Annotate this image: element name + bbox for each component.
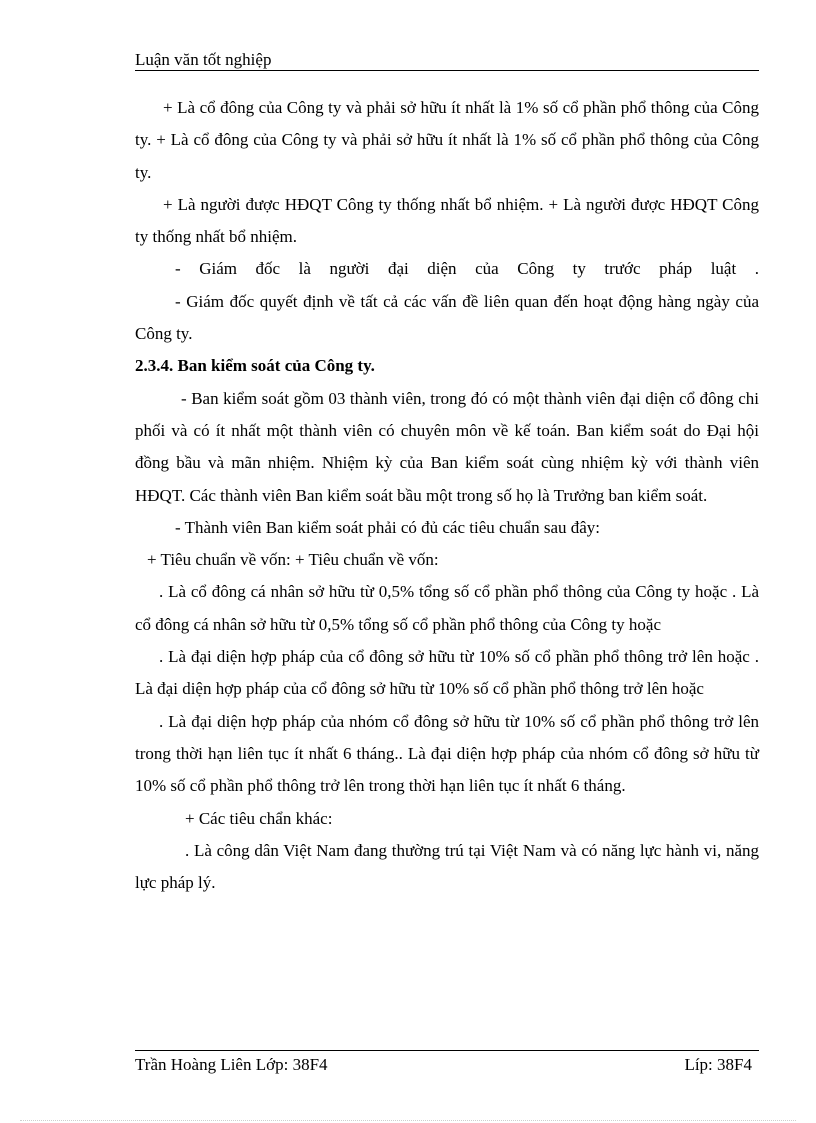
document-body	[135, 92, 759, 899]
page-bottom-dotted-line	[20, 1120, 796, 1121]
paragraph-director-representative: - Giám đốc là người đại diện của Công ty trước pháp luật .	[175, 259, 759, 279]
page-header-title: Luận văn tốt nghiệp	[135, 50, 272, 69]
paragraph-supervisory-board-composition: - Ban kiểm soát gồm 03 thành viên, trong đó có một thành viên đại diện cổ đông chi phối và có ít nhất một thành viên có chuyên môn về kế toán. Ban kiểm soát do Đại hội đồng bầu và mãn nhiệm. Nhiệm kỳ của Ban kiểm soát cùng nhiệm kỳ với thành viên HĐQT. Các thành viên Ban kiểm soát bầu một trong số họ là Trưởng ban kiểm soát.	[135, 388, 759, 505]
paragraph-group-representative: . Là đại diện hợp pháp của nhóm cổ đông sở hữu từ 10% số cổ phần phổ thông trở lên trong thời hạn liên tục ít nhất 6 tháng.. Là đại diện hợp pháp của nhóm cổ đông sở hữu từ 10% số cổ phần phổ thông trở lên trong thời hạn liên tục ít nhất 6 tháng.	[135, 711, 759, 796]
paragraph-shareholder-representative: . Là đại diện hợp pháp của cổ đông sở hữu từ 10% số cổ phần phổ thông trở lên hoặc . Là đại diện hợp pháp của cổ đông sở hữu từ 10% số cổ phần phổ thông trở lên hoặc	[135, 647, 759, 699]
footer-author-class: Trần Hoàng Liên Lớp: 38F4	[135, 1055, 328, 1074]
paragraph-director-decisions: - Giám đốc quyết định về tất cả các vấn đề liên quan đến hoạt động hàng ngày của Công ty.	[135, 291, 759, 344]
header-divider	[135, 70, 759, 71]
section-heading-supervisory-board: 2.3.4. Ban kiểm soát của Công ty.	[135, 356, 375, 376]
paragraph-member-criteria-intro: - Thành viên Ban kiểm soát phải có đủ các tiêu chuẩn sau đây:	[175, 517, 601, 537]
paragraph-individual-shareholder: . Là cổ đông cá nhân sở hữu từ 0,5% tổng số cổ phần phổ thông của Công ty hoặc . Là cổ đông cá nhân sở hữu từ 0,5% tổng số cổ phần phổ thông của Công ty hoặc	[135, 582, 759, 634]
paragraph-citizenship: . Là công dân Việt Nam đang thường trú tại Việt Nam và có năng lực hành vi, năng lực pháp lý.	[135, 840, 759, 893]
footer-class: Líp: 38F4	[684, 1055, 752, 1074]
paragraph-appointment: + Là người được HĐQT Công ty thống nhất bổ nhiệm. + Là người được HĐQT Công ty thống nhất bổ nhiệm.	[135, 194, 759, 247]
paragraph-shareholder-requirement: + Là cổ đông của Công ty và phải sở hữu ít nhất là 1% số cổ phần phổ thông của Công ty. + Là cổ đông của Công ty và phải sở hữu ít nhất là 1% số cổ phần phổ thông của Công ty.	[135, 98, 759, 182]
paragraph-capital-criteria: + Tiêu chuẩn về vốn: + Tiêu chuẩn về vốn:	[147, 550, 439, 570]
paragraph-other-criteria: + Các tiêu chẩn khác:	[185, 808, 333, 828]
footer-divider	[135, 1050, 759, 1051]
